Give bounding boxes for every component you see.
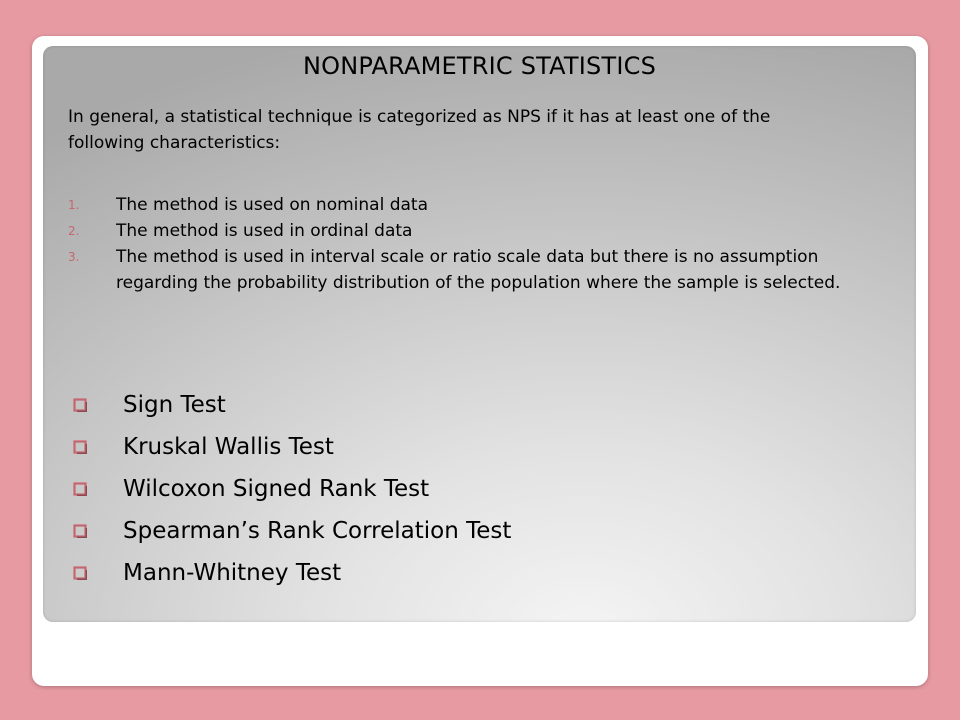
test-label: Mann-Whitney Test (123, 560, 342, 586)
list-item-text: The method is used on nominal data (116, 195, 428, 215)
hollow-square-bullet-icon (73, 524, 87, 538)
list-number: 2. (68, 224, 80, 238)
list-number: 1. (68, 198, 80, 212)
test-label: Wilcoxon Signed Rank Test (123, 476, 430, 502)
list-item-text: The method is used in interval scale or ratio scale data but there is no assumption regarding the probability distribution of the population where the sample is selected. (116, 247, 841, 293)
list-item (68, 192, 898, 218)
test-item (73, 426, 511, 468)
characteristics-list (68, 192, 898, 296)
test-item (73, 384, 511, 426)
slide-title: NONPARAMETRIC STATISTICS (302, 52, 657, 80)
tests-list (73, 384, 511, 594)
content-panel (43, 46, 916, 622)
list-item-text: The method is used in ordinal data (116, 221, 413, 241)
test-label: Kruskal Wallis Test (123, 434, 334, 460)
list-number: 3. (68, 250, 80, 264)
test-item (73, 552, 511, 594)
list-item (68, 244, 898, 296)
hollow-square-bullet-icon (73, 482, 87, 496)
test-item (73, 510, 511, 552)
test-label: Sign Test (123, 392, 226, 418)
list-item (68, 218, 898, 244)
hollow-square-bullet-icon (73, 566, 87, 580)
hollow-square-bullet-icon (73, 398, 87, 412)
slide-frame (32, 36, 928, 686)
test-label: Spearman’s Rank Correlation Test (123, 518, 512, 544)
hollow-square-bullet-icon (73, 440, 87, 454)
intro-text: In general, a statistical technique is categorized as NPS if it has at least one of the following characteristics: (68, 107, 771, 153)
test-item (73, 468, 511, 510)
